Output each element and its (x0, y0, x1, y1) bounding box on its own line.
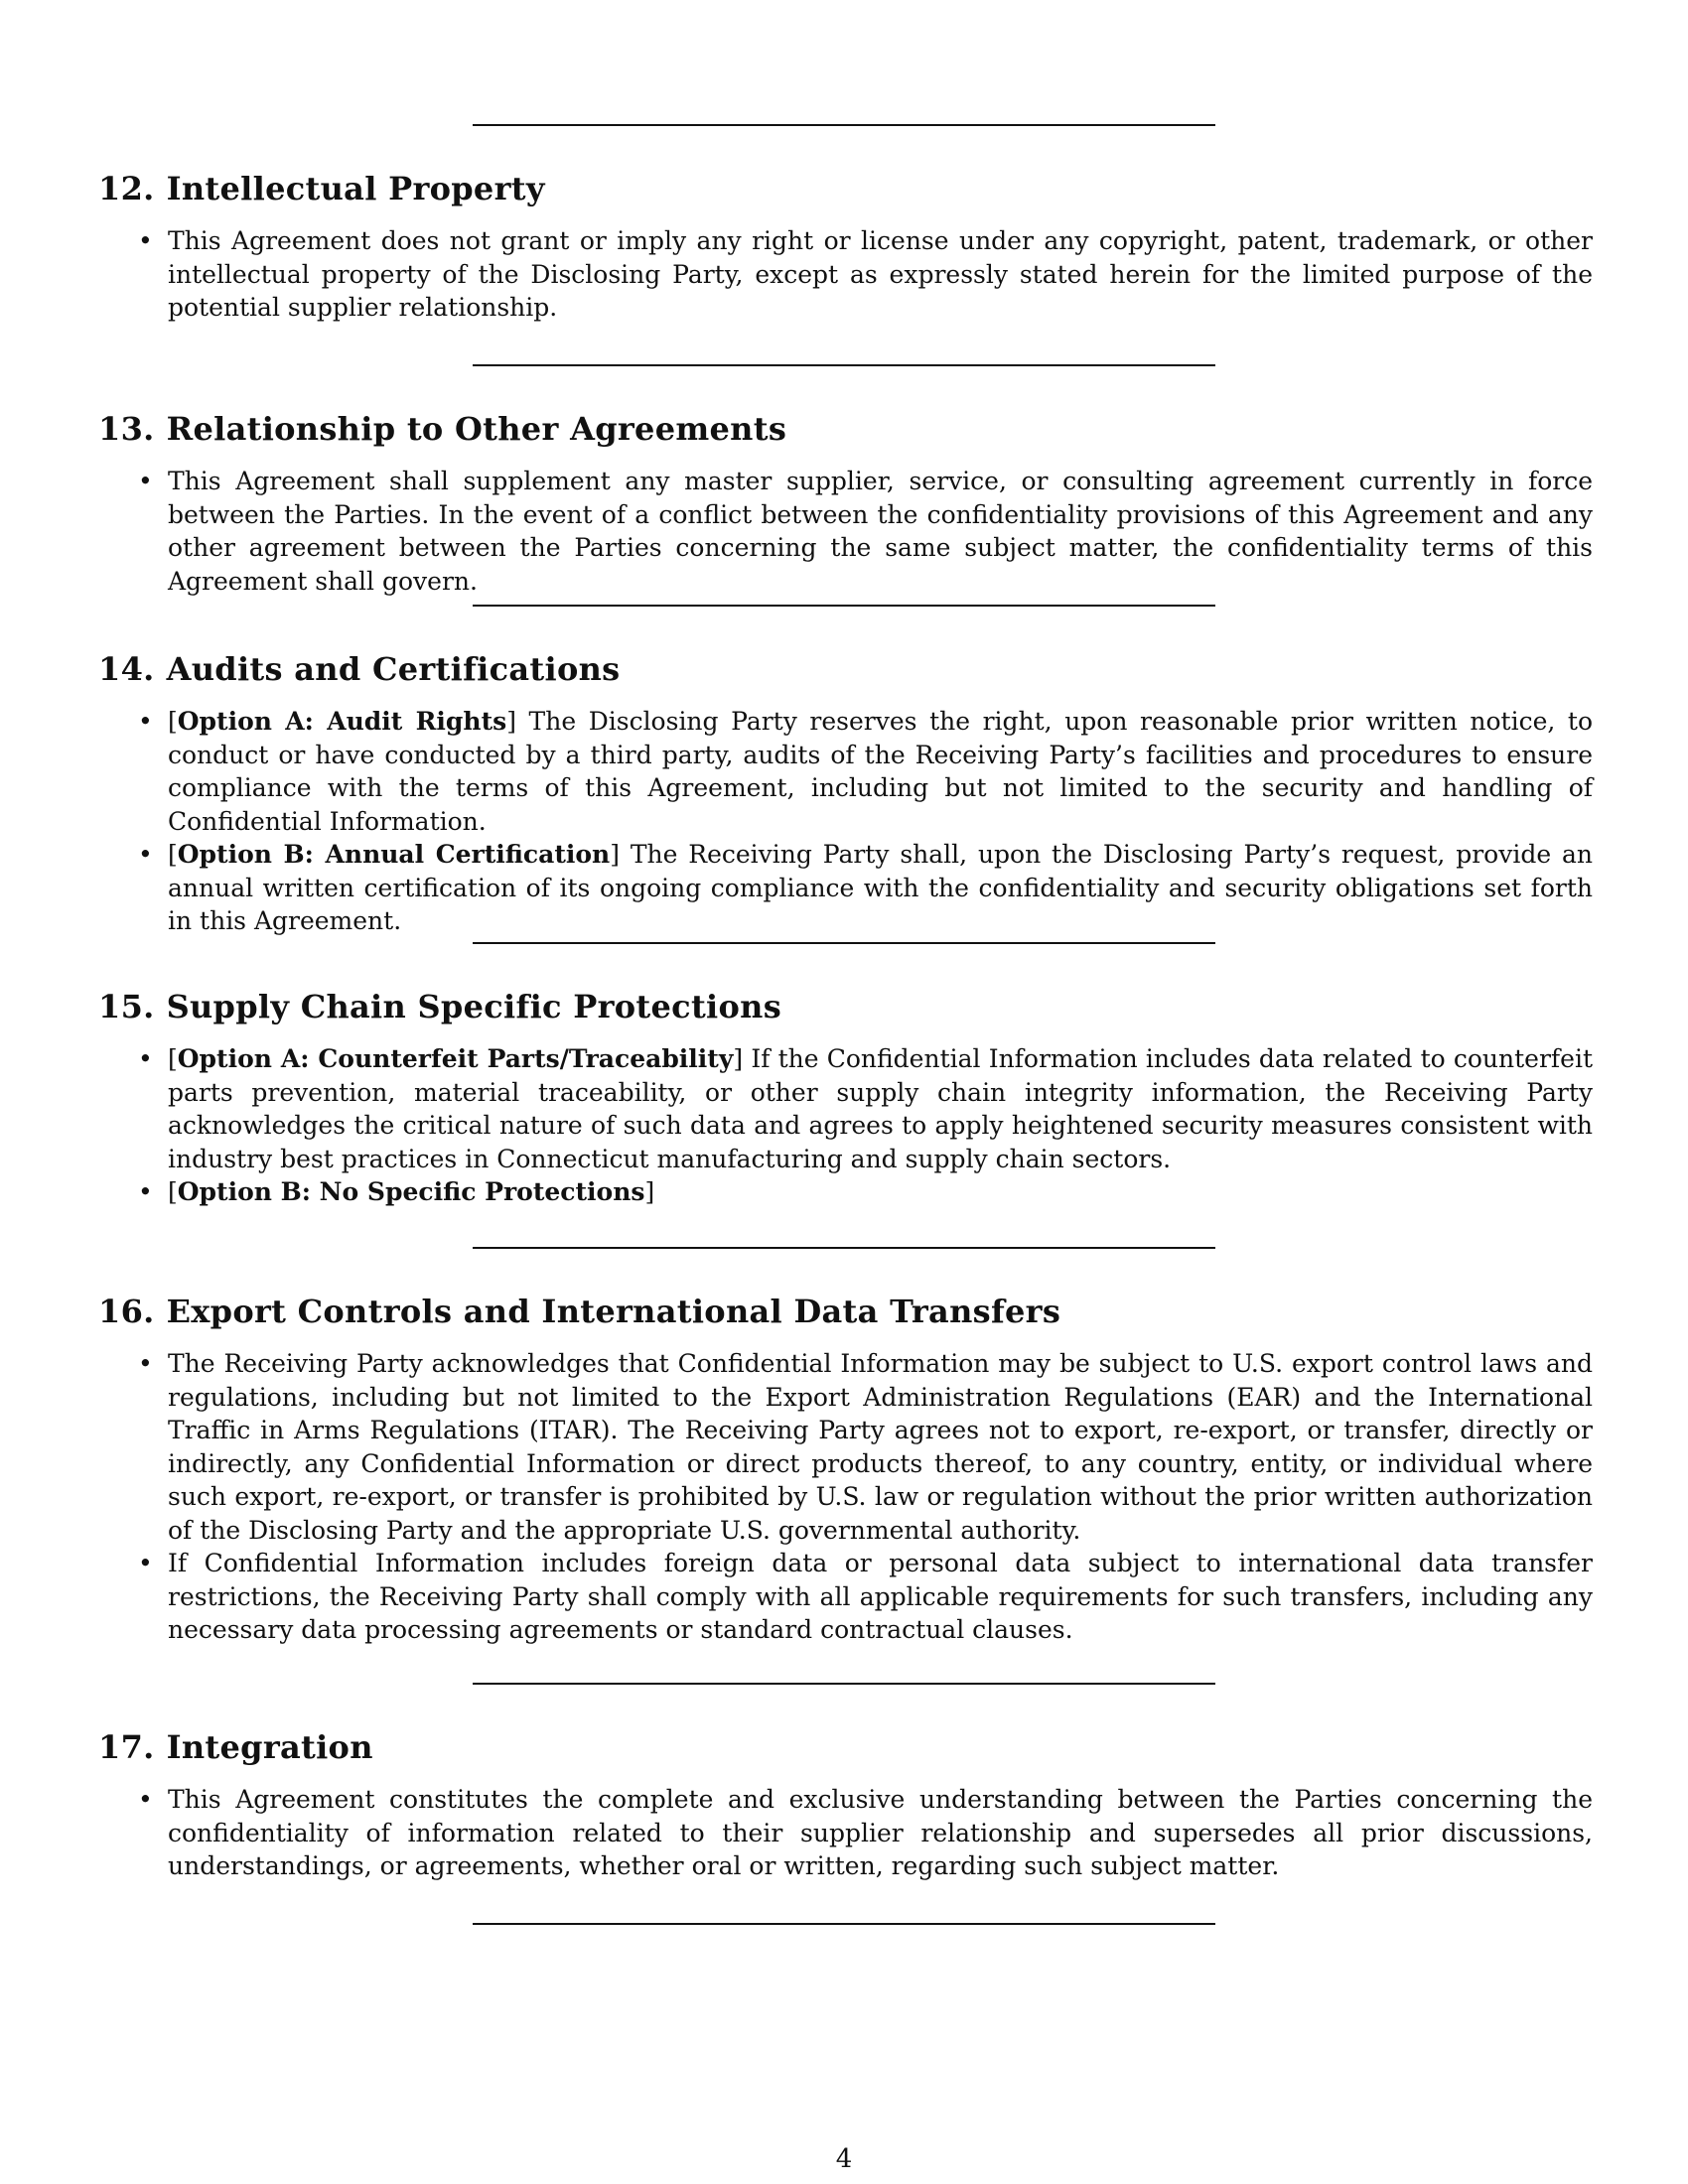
clause-text: This Agreement shall supplement any master supplier, service, or consulting agreement currently in force between the Parties. In the event of a conflict between the confidentiality provisions of this Agreement and any other agreement between the Parties concerning the same subject matter, the confidentiality terms of this Agreement shall govern. (168, 467, 1593, 596)
bullet-icon: • (138, 1785, 153, 1814)
section-14 (98, 649, 1593, 938)
bullet-list (98, 1347, 1593, 1647)
section-15 (98, 987, 1593, 1209)
bullet-icon: • (138, 840, 153, 869)
bullet-list (98, 705, 1593, 938)
clause-text: This Agreement does not grant or imply any right or license under any copyright, patent, trademark, or other intellectual property of the Disclosing Party, except as expressly stated herein for the limited purpose of the potential supplier relationship. (168, 226, 1593, 322)
bullet-icon: • (138, 1044, 153, 1073)
section-title: Supply Chain Specific Protections (166, 988, 782, 1025)
page-number: 4 (835, 2144, 853, 2174)
section-divider (473, 124, 1215, 126)
section-number: 13. (98, 410, 155, 448)
clause-text: If Confidential Information includes foreign data or personal data subject to international data transfer restrictions, the Receiving Party shall comply with all applicable requirements for such transfers, including any necessary data processing agreements or standard contractual clauses. (168, 1549, 1593, 1644)
bullet-icon: • (138, 707, 153, 736)
list-item (98, 1547, 1593, 1647)
bullet-icon: • (138, 226, 153, 255)
section-17 (98, 1727, 1593, 1883)
bullet-icon: • (138, 467, 153, 495)
section-title: Intellectual Property (166, 170, 545, 207)
section-heading (98, 1292, 1593, 1331)
section-number: 15. (98, 988, 155, 1025)
bullet-list (98, 1783, 1593, 1883)
section-title: Audits and Certifications (166, 650, 621, 688)
section-heading (98, 1727, 1593, 1767)
list-item (98, 1347, 1593, 1547)
section-divider (473, 942, 1215, 944)
clause-text: The Receiving Party shall, upon the Disclosing Party’s request, provide an annual written certification of its ongoing compliance with the confidentiality and security obligations set forth in this Agreement. (168, 840, 1593, 935)
section-heading (98, 987, 1593, 1026)
section-number: 14. (98, 650, 155, 688)
list-item (98, 1783, 1593, 1883)
option-label: Option A: Audit Rights (177, 707, 507, 736)
clause-text: This Agreement constitutes the complete and exclusive understanding between the Parties concerning the confidentiality of information related to their supplier relationship and supersedes all prior discussions, understandings, or agreements, whether oral or written, regarding such subject matter. (168, 1785, 1593, 1880)
list-item: • [Option B: Annual Certification] The Receiving Party shall, upon the Disclosing Party’s request, provide an annual written certification of its ongoing compliance with the confidentiality and security obligations set forth in this Agreement. (138, 840, 1593, 935)
section-divider (473, 1923, 1215, 1925)
section-divider (473, 1683, 1215, 1685)
section-12 (98, 169, 1593, 325)
bullet-icon: • (138, 1549, 153, 1577)
section-number: 16. (98, 1293, 155, 1330)
section-heading (98, 169, 1593, 208)
section-title: Export Controls and International Data Transfers (166, 1293, 1061, 1330)
list-item: • [Option A: Audit Rights] The Disclosing Party reserves the right, upon reasonable prior written notice, to conduct or have conducted by a third party, audits of the Receiving Party’s facilities and procedures to ensure compliance with the terms of this Agreement, including but not limited to the security and handling of Confidential Information. (138, 707, 1593, 836)
bullet-icon: • (138, 1349, 153, 1378)
bullet-list (98, 1042, 1593, 1209)
section-title: Integration (166, 1728, 373, 1766)
section-heading (98, 409, 1593, 449)
clause-text: The Receiving Party acknowledges that Confidential Information may be subject to U.S. export control laws and regulations, including but not limited to the Export Administration Regulations (EAR) and the International Traffic in Arms Regulations (ITAR). The Receiving Party agrees not to export, re-export, or transfer, directly or indirectly, any Confidential Information or direct products thereof, to any country, entity, or individual where such export, re-export, or transfer is prohibited by U.S. law or regulation without the prior written authorization of the Disclosing Party and the appropriate U.S. governmental authority. (168, 1349, 1593, 1545)
section-number: 12. (98, 170, 155, 207)
clause-text: If the Confidential Information includes data related to counterfeit parts prevention, material traceability, or other supply chain integrity information, the Receiving Party acknowledges the critical nature of such data and agrees to apply heightened security measures consistent with industry best practices in Connecticut manufacturing and supply chain sectors. (168, 1044, 1594, 1173)
list-item (98, 224, 1593, 325)
bullet-icon: • (138, 1177, 153, 1206)
section-13 (98, 409, 1593, 598)
option-label: Option A: Counterfeit Parts/Traceability (177, 1044, 734, 1073)
section-divider (473, 1247, 1215, 1249)
list-item (98, 465, 1593, 598)
option-label: Option B: No Specific Protections (177, 1177, 645, 1206)
list-item: • [Option A: Counterfeit Parts/Traceability] If the Confidential Information includes data related to counterfeit parts prevention, material traceability, or other supply chain integrity information, the Receiving Party acknowledges the critical nature of such data and agrees to apply heightened security measures consistent with industry best practices in Connecticut manufacturing and supply chain sectors. (138, 1044, 1594, 1173)
section-heading (98, 649, 1593, 689)
list-item: • [Option B: No Specific Protections] (98, 1175, 1593, 1209)
section-divider (473, 364, 1215, 366)
section-16 (98, 1292, 1593, 1647)
bullet-list (98, 465, 1593, 598)
section-number: 17. (98, 1728, 155, 1766)
section-divider (473, 605, 1215, 607)
clause-text: The Disclosing Party reserves the right, upon reasonable prior written notice, to conduct or have conducted by a third party, audits of the Receiving Party’s facilities and procedures to ensure compliance with the terms of this Agreement, including but not limited to the security and handling of Confidential Information. (168, 707, 1593, 836)
section-title: Relationship to Other Agreements (166, 410, 787, 448)
bullet-list (98, 224, 1593, 325)
option-label: Option B: Annual Certification (177, 840, 611, 869)
